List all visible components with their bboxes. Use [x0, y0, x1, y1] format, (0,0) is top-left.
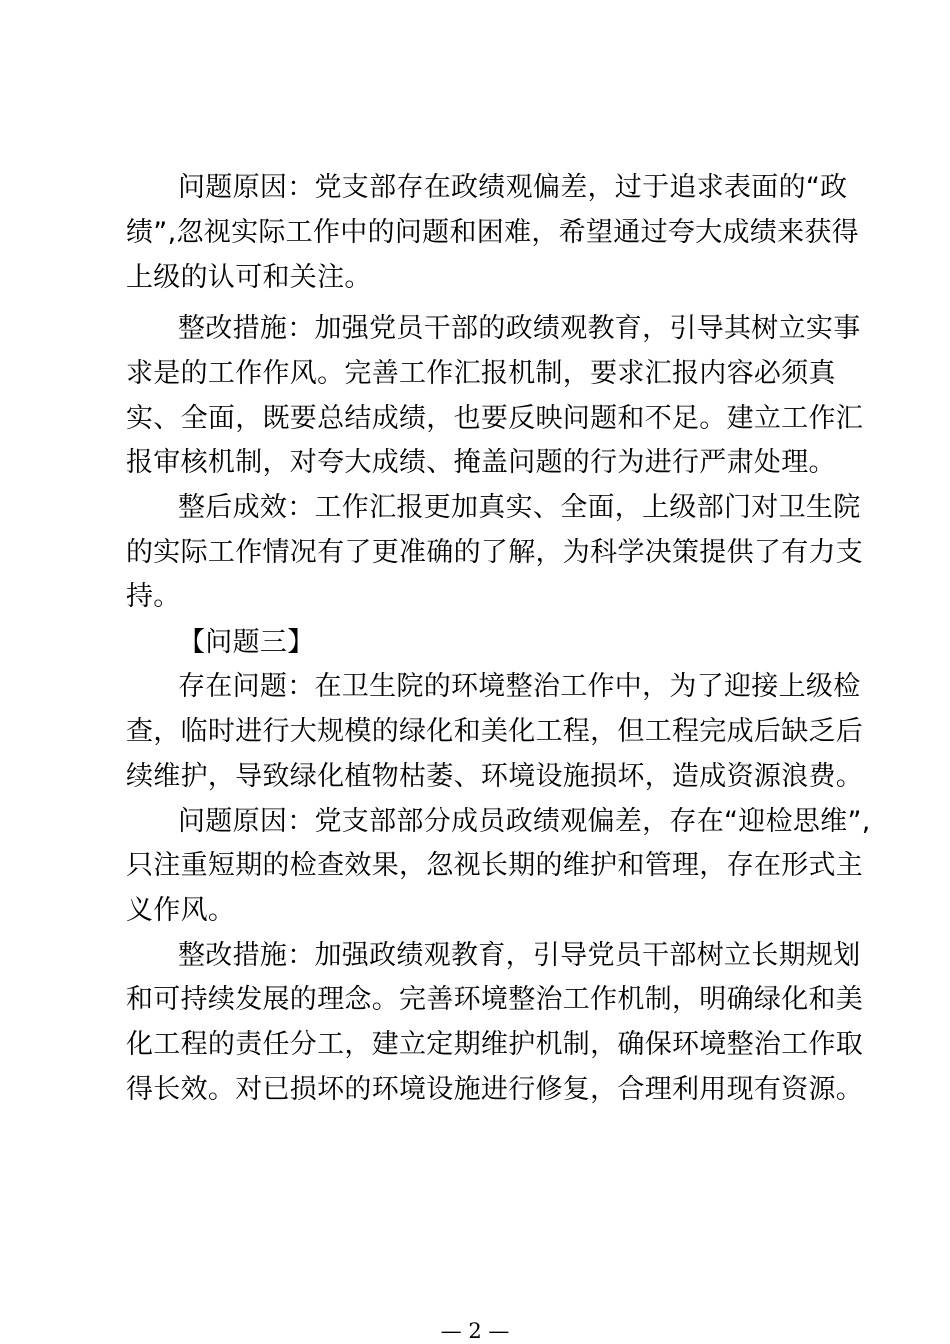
paragraph-line: 实、全面，既要总结成绩，也要反映问题和不足。建立工作汇 — [126, 403, 864, 434]
paragraph-line: 问题原因：党支部部分成员政绩观偏差，存在“迎检思维”, — [178, 806, 871, 837]
paragraph-line: 续维护，导致绿化植物枯萎、环境设施损坏，造成资源浪费。 — [126, 761, 864, 792]
page-number: — 2 — — [440, 1319, 510, 1343]
paragraph-line: 报审核机制，对夸大成绩、掩盖问题的行为进行严肃处理。 — [126, 447, 836, 478]
paragraph-line: 整后成效：工作汇报更加真实、全面，上级部门对卫生院 — [178, 492, 861, 523]
paragraph-line: 得长效。对已损坏的环境设施进行修复，合理利用现有资源。 — [126, 1074, 864, 1105]
paragraph-line: 持。 — [126, 581, 181, 612]
paragraph-line: 存在问题：在卫生院的环境整治工作中，为了迎接上级检 — [178, 671, 861, 702]
paragraph-line: 查，临时进行大规模的绿化和美化工程，但工程完成后缺乏后 — [126, 716, 864, 747]
paragraph-line: 整改措施：加强政绩观教育，引导党员干部树立长期规划 — [178, 940, 861, 971]
paragraph-line: 的实际工作情况有了更准确的了解，为科学决策提供了有力支 — [126, 537, 864, 568]
paragraph-line: 义作风。 — [126, 895, 236, 926]
paragraph-line: 整改措施：加强党员干部的政绩观教育，引导其树立实事 — [178, 313, 861, 344]
paragraph-line: 绩”,忽视实际工作中的问题和困难，希望通过夸大成绩来获得 — [126, 217, 859, 248]
paragraph-line: 求是的工作作风。完善工作汇报机制，要求汇报内容必须真 — [126, 358, 836, 389]
paragraph-line: 只注重短期的检查效果，忽视长期的维护和管理，存在形式主 — [126, 850, 864, 881]
paragraph-line: 和可持续发展的理念。完善环境整治工作机制，明确绿化和美 — [126, 984, 864, 1015]
paragraph-line: 化工程的责任分工，建立定期维护机制，确保环境整治工作取 — [126, 1029, 864, 1060]
paragraph-line: 问题原因：党支部存在政绩观偏差，过于追求表面的“政 — [178, 172, 848, 203]
paragraph-line: 上级的认可和关注。 — [126, 262, 372, 293]
section-heading: 【问题三】 — [178, 627, 315, 658]
